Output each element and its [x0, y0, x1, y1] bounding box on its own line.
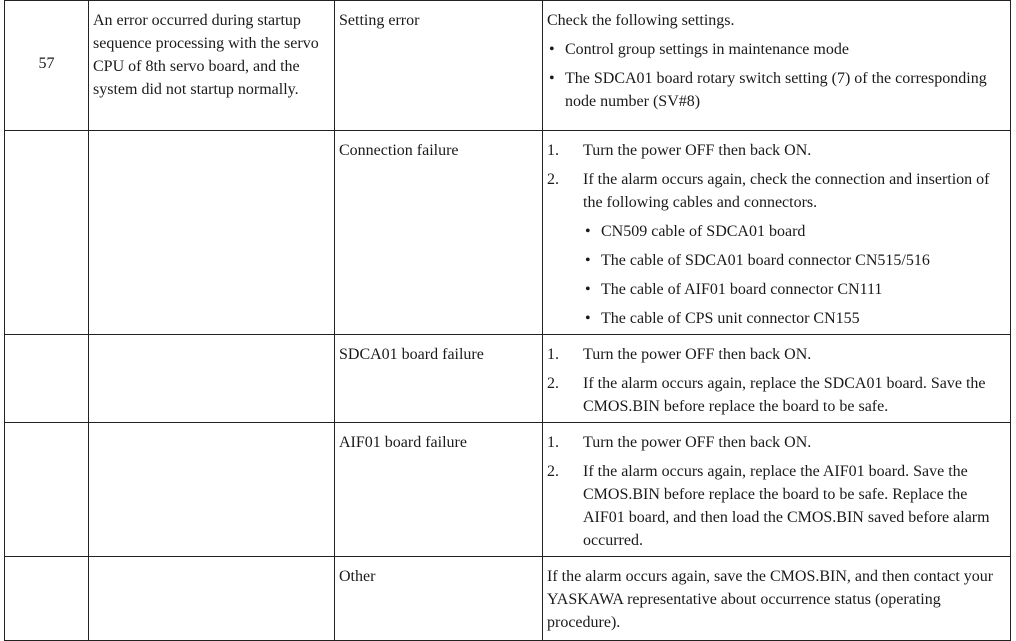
remedy-intro: Check the following settings. — [547, 12, 735, 29]
step-text: Turn the power OFF then back ON. — [583, 434, 812, 451]
remedy-cell — [543, 335, 1011, 423]
remedy-steps — [547, 139, 1006, 330]
cause-cell: SDCA01 board failure — [335, 335, 543, 423]
step-number: 2. — [547, 463, 559, 480]
remedy-cell — [543, 1, 1011, 131]
list-item: • The cable of SDCA01 board connector CN515/516 — [583, 249, 1006, 272]
step-text: If the alarm occurs again, check the connection and insertion of the following cables and connectors. — [583, 171, 990, 211]
step-number: 2. — [547, 375, 559, 392]
empty-number-cell — [5, 557, 89, 641]
empty-description-cell — [89, 423, 335, 557]
empty-description-cell — [89, 335, 335, 423]
table-row — [5, 335, 1011, 423]
step-text: Turn the power OFF then back ON. — [583, 346, 812, 363]
step-item — [547, 372, 1006, 418]
step-item — [547, 343, 1006, 366]
empty-number-cell — [5, 335, 89, 423]
step-text: Turn the power OFF then back ON. — [583, 142, 812, 159]
list-item: • The cable of AIF01 board connector CN111 — [583, 278, 1006, 301]
step-item — [547, 139, 1006, 162]
alarm-description: An error occurred during startup sequence processing with the servo CPU of 8th servo board, and the system did not startup normally. — [89, 1, 335, 131]
remedy-cell — [543, 131, 1011, 335]
cause-cell: AIF01 board failure — [335, 423, 543, 557]
step-number: 2. — [547, 171, 559, 188]
empty-description-cell — [89, 131, 335, 335]
step-item — [547, 168, 1006, 330]
step-item — [547, 431, 1006, 454]
table-row — [5, 557, 1011, 641]
remedy-steps — [547, 343, 1006, 418]
step-text: If the alarm occurs again, replace the AIF01 board. Save the CMOS.BIN before replace the board to be safe. Replace the AIF01 board, and then load the CMOS.BIN saved before alarm occurred. — [583, 463, 990, 549]
alarm-table-page — [4, 0, 1011, 641]
cause-cell: Connection failure — [335, 131, 543, 335]
alarm-remedy-table — [4, 0, 1011, 641]
table-row — [5, 1, 1011, 131]
step-number: 1. — [547, 346, 559, 363]
empty-description-cell — [89, 557, 335, 641]
remedy-cell: If the alarm occurs again, save the CMOS.BIN, and then contact your YASKAWA representative about occurrence status (operating procedure). — [543, 557, 1011, 641]
alarm-number: 57 — [5, 1, 89, 131]
list-item: • Control group settings in maintenance mode — [547, 38, 1006, 61]
step-number: 1. — [547, 434, 559, 451]
empty-number-cell — [5, 131, 89, 335]
cable-list — [583, 220, 1006, 330]
remedy-cell — [543, 423, 1011, 557]
list-item: • The cable of CPS unit connector CN155 — [583, 307, 1006, 330]
table-row — [5, 131, 1011, 335]
list-item: • The SDCA01 board rotary switch setting (7) of the corresponding node number (SV#8) — [547, 67, 1006, 113]
table-row — [5, 423, 1011, 557]
step-number: 1. — [547, 142, 559, 159]
cause-cell: Other — [335, 557, 543, 641]
step-text: If the alarm occurs again, replace the SDCA01 board. Save the CMOS.BIN before replace the board to be safe. — [583, 375, 986, 415]
step-body — [583, 168, 1006, 330]
step-item — [547, 460, 1006, 552]
remedy-steps — [547, 431, 1006, 552]
remedy-bullet-list — [547, 38, 1006, 113]
empty-number-cell — [5, 423, 89, 557]
cause-cell: Setting error — [335, 1, 543, 131]
list-item: • CN509 cable of SDCA01 board — [583, 220, 1006, 243]
